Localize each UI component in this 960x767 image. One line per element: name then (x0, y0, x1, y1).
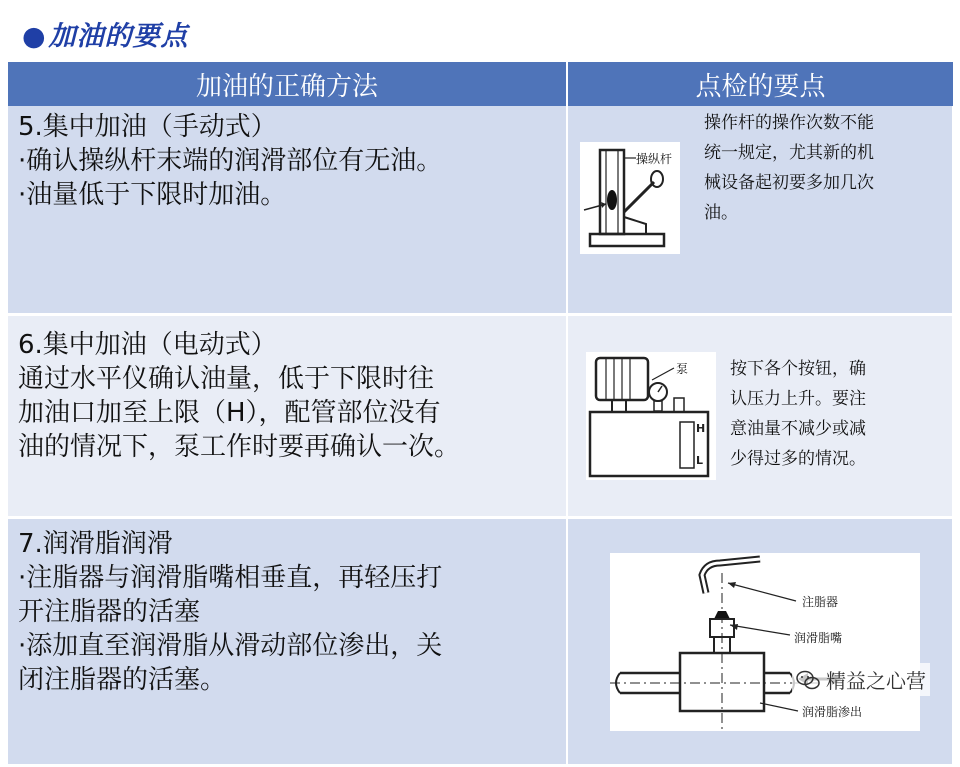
method-line: 加油口加至上限（H），配管部位没有 (18, 397, 441, 428)
electric-pump-figure (586, 352, 716, 480)
note-line: 按下各个按钮，确 (730, 358, 866, 379)
method-cell (8, 106, 567, 314)
electric-pump-illustration (586, 352, 716, 480)
inspection-note (730, 354, 866, 474)
inspection-cell (567, 106, 953, 314)
note-line: 认压力上升。要注 (730, 388, 866, 409)
table-row (8, 106, 953, 314)
method-line: ·注脂器与润滑脂嘴相垂直，再轻压打 (18, 562, 443, 593)
grease-gun-nipple-illustration (610, 553, 920, 731)
inspection-cell (567, 517, 953, 765)
grease-seepage-label: 润滑脂渗出 (802, 704, 863, 719)
note-line: 油。 (704, 203, 738, 223)
method-line: 油的情况下，泵工作时要再确认一次。 (18, 431, 461, 462)
header-method: 加油的正确方法 (8, 62, 567, 106)
table-row (8, 314, 953, 517)
lever-label: 操纵杆 (636, 152, 673, 166)
note-line: 意油量不减少或减 (730, 418, 866, 439)
method-cell (8, 314, 567, 517)
note-line: 少得过多的情况。 (730, 448, 866, 469)
watermark (792, 663, 930, 696)
note-line: 操作杆的操作次数不能 (704, 113, 874, 133)
table-row (8, 517, 953, 765)
note-line: 统一规定，尤其新的机 (704, 143, 874, 163)
method-line: ·确认操纵杆末端的润滑部位有无油。 (18, 146, 443, 176)
grease-figure (610, 553, 920, 731)
inspection-cell (567, 314, 953, 517)
method-line: 闭注脂器的活塞。 (18, 664, 227, 695)
header-inspection: 点检的要点 (567, 62, 953, 106)
method-cell (8, 517, 567, 765)
inspection-note (704, 108, 874, 228)
method-line: 6.集中加油（电动式） (18, 329, 277, 360)
header-row (8, 62, 953, 106)
watermark-text: 精益之心营 (826, 669, 926, 693)
wechat-icon (796, 670, 820, 690)
title-text: 加油的要点 (48, 21, 189, 52)
lubrication-table (8, 62, 954, 767)
method-line: ·添加直至润滑脂从滑动部位渗出，关 (18, 630, 443, 661)
method-line: 通过水平仪确认油量，低于下限时往 (18, 363, 435, 394)
slide-title (22, 14, 189, 53)
manual-pump-figure (580, 142, 680, 254)
method-line: 5.集中加油（手动式） (18, 112, 277, 142)
method-line: 开注脂器的活塞 (18, 596, 201, 627)
grease-gun-label: 注脂器 (802, 594, 839, 609)
gauge-low-mark: L (696, 453, 704, 467)
note-line: 械设备起初要多加几次 (704, 173, 874, 193)
method-line: ·油量低于下限时加油。 (18, 180, 287, 210)
gauge-high-mark: H (696, 421, 706, 435)
grease-nipple-label: 润滑脂嘴 (794, 630, 843, 645)
pump-label: 泵 (676, 361, 689, 376)
method-line: 7.润滑脂润滑 (18, 528, 173, 559)
title-bullet: ● (22, 21, 47, 52)
